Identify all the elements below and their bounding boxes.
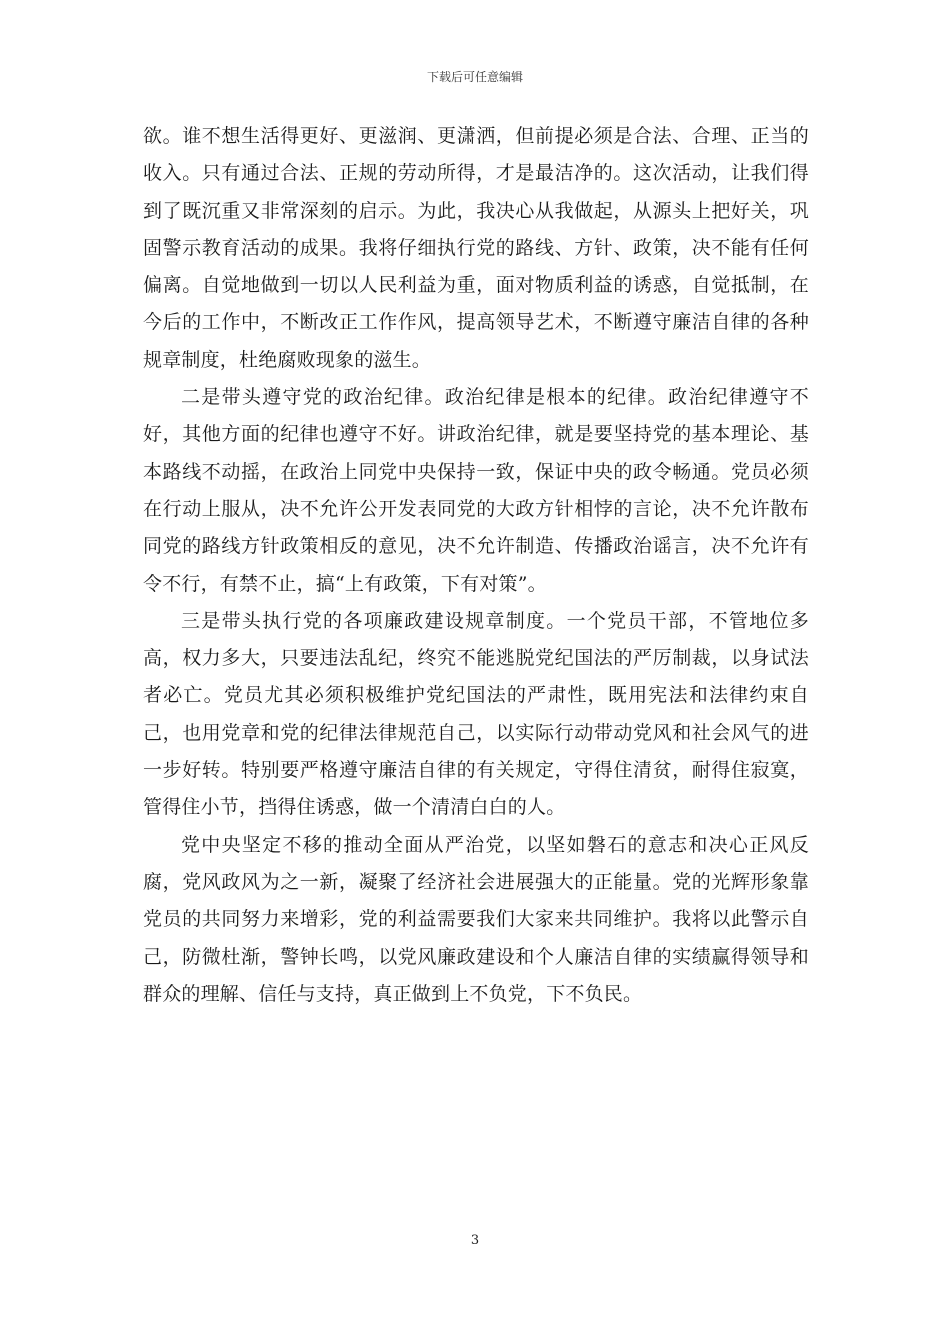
paragraph-3: 三是带头执行党的各项廉政建设规章制度。一个党员干部，不管地位多高，权力多大，只要违法乱纪，终究不能逃脱党纪国法的严厉制裁，以身试法者必亡。党员尤其必须积极维护党纪国法的严肃性，既用宪法和法律约束自己，也用党章和党的纪律法律规范自己，以实际行动带动党风和社会风气的进一步好转。特别要严格遵守廉洁自律的有关规定，守得住清贫，耐得住寂寞，管得住小节，挡得住诱惑，做一个清清白白的人。 — [143, 609, 809, 819]
paragraph-1: 欲。谁不想生活得更好、更滋润、更潇洒，但前提必须是合法、合理、正当的收入。只有通过合法、正规的劳动所得，才是最洁净的。这次活动，让我们得到了既沉重又非常深刻的启示。为此，我决心从我做起，从源头上把好关，巩固警示教育活动的成果。我将仔细执行党的路线、方针、政策，决不能有任何偏离。自觉地做到一切以人民利益为重，面对物质利益的诱惑，自觉抵制，在今后的工作中，不断改正工作作风，提高领导艺术，不断遵守廉洁自律的各种规章制度，杜绝腐败现象的滋生。 — [143, 125, 809, 371]
page-header: 下载后可任意编辑 — [426, 70, 523, 84]
page-number: 3 — [470, 1233, 480, 1248]
document-body — [143, 118, 809, 1013]
paragraph-2: 二是带头遵守党的政治纪律。政治纪律是根本的纪律。政治纪律遵守不好，其他方面的纪律也遵守不好。讲政治纪律，就是要坚持党的基本理论、基本路线不动摇，在政治上同党中央保持一致，保证中央的政令畅通。党员必须在行动上服从，决不允许公开发表同党的大政方针相悖的言论，决不允许散布同党的路线方针政策相反的意见，决不允许制造、传播政治谣言，决不允许有令不行，有禁不止，搞“上有政策，下有对策”。 — [143, 386, 809, 595]
paragraph-4: 党中央坚定不移的推动全面从严治党，以坚如磐石的意志和决心正风反腐，党风政风为之一新，凝聚了经济社会进展强大的正能量。党的光辉形象靠党员的共同努力来增彩，党的利益需要我们大家来共同维护。我将以此警示自己，防微杜渐，警钟长鸣，以党风廉政建设和个人廉洁自律的实绩赢得领导和群众的理解、信任与支持，真正做到上不负党，下不负民。 — [143, 833, 809, 1005]
